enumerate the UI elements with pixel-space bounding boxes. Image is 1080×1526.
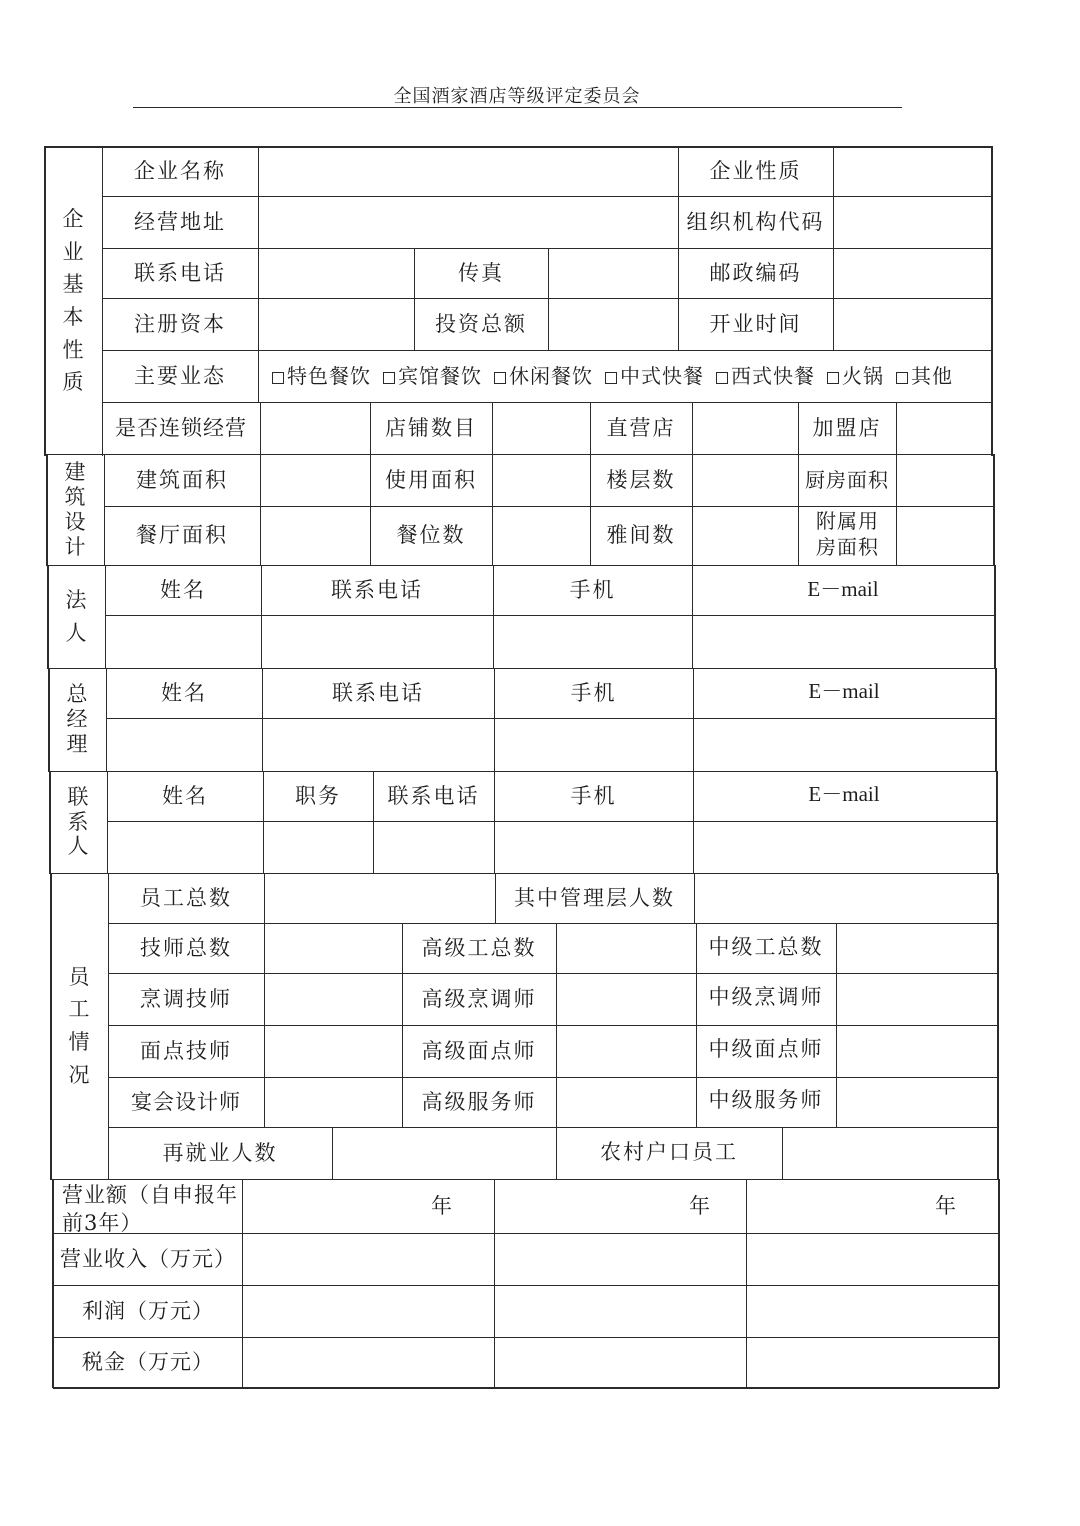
grid-line	[998, 1179, 1000, 1388]
section-label-char: 筑	[64, 485, 86, 510]
rural-staff-field[interactable]	[782, 1127, 997, 1179]
format-option-label: 西式快餐	[731, 364, 815, 388]
section-label-char: 系	[67, 809, 89, 834]
label-rural-staff: 农村户口员工	[600, 1139, 738, 1164]
contact-header-mobile: 手机	[570, 783, 617, 808]
label-revenue: 营业收入（万元）	[60, 1246, 236, 1271]
label-private-rooms: 雅间数	[606, 522, 676, 547]
section-label-char: 质	[62, 370, 84, 395]
label-store-count: 店铺数目	[385, 415, 477, 440]
company-name-field[interactable]	[258, 146, 678, 196]
label-senior-workers: 高级工总数	[421, 935, 537, 960]
format-option-label: 宾馆餐饮	[398, 364, 482, 388]
address-field[interactable]	[258, 196, 678, 248]
contact-header-position: 职务	[295, 783, 341, 808]
label-cooking-tech: 烹调技师	[140, 986, 232, 1011]
section-label-char: 法	[65, 587, 87, 612]
label-kitchen-area: 厨房面积	[805, 468, 889, 492]
turnover-year-3[interactable]	[746, 1179, 998, 1233]
label-reemployed: 再就业人数	[162, 1140, 278, 1165]
profit-year-1-field[interactable]	[242, 1285, 494, 1337]
label-floors: 楼层数	[606, 467, 676, 492]
format-option[interactable]	[827, 366, 884, 386]
format-option-label: 特色餐饮	[287, 364, 371, 388]
year-label-3: 年	[935, 1193, 958, 1218]
label-senior-pastry: 高级面点师	[421, 1038, 537, 1063]
store-count-field[interactable]	[492, 402, 590, 454]
contact-name-field[interactable]	[107, 821, 263, 873]
format-option[interactable]	[383, 366, 482, 386]
tax-year-2-field[interactable]	[494, 1337, 746, 1387]
franchise-store-field[interactable]	[896, 402, 992, 454]
label-reg-capital: 注册资本	[134, 311, 226, 336]
checkbox-icon[interactable]	[827, 372, 839, 384]
turnover-year-2[interactable]	[494, 1179, 746, 1233]
format-option-label: 其他	[911, 364, 953, 388]
section-label-char: 经	[66, 707, 88, 732]
technicians-field[interactable]	[264, 923, 402, 973]
mid-service-field[interactable]	[836, 1077, 996, 1127]
aux-area-field[interactable]	[896, 506, 993, 564]
gm-phone-field[interactable]	[262, 718, 494, 770]
managers-field[interactable]	[694, 873, 996, 923]
format-option[interactable]	[896, 366, 953, 386]
legal-header-mobile: 手机	[569, 577, 616, 602]
label-company-type: 企业性质	[709, 158, 802, 183]
senior-pastry-field[interactable]	[556, 1025, 696, 1077]
revenue-year-2-field[interactable]	[494, 1233, 746, 1285]
section-label-char: 业	[62, 239, 84, 264]
label-seats: 餐位数	[396, 522, 466, 547]
section-label-char: 联	[67, 784, 89, 809]
format-option[interactable]	[716, 366, 815, 386]
section-label-char: 人	[67, 834, 89, 859]
section-label-basic	[44, 148, 102, 454]
checkbox-icon[interactable]	[896, 372, 908, 384]
label-building-area: 建筑面积	[136, 467, 228, 492]
section-label-char: 建	[64, 460, 86, 485]
label-main-format: 主要业态	[134, 363, 226, 388]
seats-field[interactable]	[492, 506, 590, 564]
label-tax: 税金（万元）	[82, 1349, 214, 1374]
label-dining-area: 餐厅面积	[136, 522, 228, 547]
grid-line	[993, 454, 995, 565]
open-time-field[interactable]	[833, 298, 991, 350]
profit-year-2-field[interactable]	[494, 1285, 746, 1337]
checkbox-icon[interactable]	[272, 372, 284, 384]
cooking-tech-field[interactable]	[264, 973, 402, 1025]
contact-position-field[interactable]	[263, 821, 373, 873]
section-label-char: 总	[66, 682, 88, 707]
checkbox-icon[interactable]	[494, 372, 506, 384]
grid-line	[995, 668, 997, 772]
gm-name-field[interactable]	[106, 718, 262, 770]
label-mid-workers: 中级工总数	[708, 934, 824, 959]
label-mid-service: 中级服务师	[708, 1087, 824, 1112]
legal-mobile-field[interactable]	[493, 615, 692, 667]
contact-mobile-field[interactable]	[494, 821, 693, 873]
label-pastry-tech: 面点技师	[140, 1038, 232, 1063]
checkbox-icon[interactable]	[605, 372, 617, 384]
pastry-tech-field[interactable]	[264, 1025, 402, 1077]
gm-header-mobile: 手机	[570, 680, 617, 705]
phone-field[interactable]	[258, 248, 414, 298]
label-usable-area: 使用面积	[385, 467, 477, 492]
building-area-field[interactable]	[260, 454, 370, 506]
mid-workers-field[interactable]	[836, 923, 996, 973]
label-profit: 利润（万元）	[82, 1298, 214, 1323]
grid-line	[53, 1387, 999, 1389]
kitchen-area-field[interactable]	[896, 454, 993, 506]
contact-phone-field[interactable]	[373, 821, 494, 873]
section-label-char: 设	[64, 510, 86, 534]
company-type-field[interactable]	[833, 146, 991, 196]
label-technicians: 技师总数	[140, 935, 232, 960]
grid-line	[996, 771, 998, 874]
section-label-contact	[49, 771, 107, 873]
page-title: 全国酒家酒店等级评定委员会	[393, 86, 641, 107]
mid-pastry-field[interactable]	[836, 1025, 996, 1077]
format-option[interactable]	[272, 366, 371, 386]
section-label-char: 况	[68, 1062, 90, 1087]
revenue-year-3-field[interactable]	[746, 1233, 998, 1285]
senior-cook-field[interactable]	[556, 973, 696, 1025]
staff-total-field[interactable]	[264, 873, 495, 923]
label-mid-cook: 中级烹调师	[708, 984, 824, 1009]
checkbox-icon[interactable]	[383, 372, 395, 384]
dining-area-field[interactable]	[260, 506, 370, 564]
label-turnover: 营业额（自申报年 前3年）	[62, 1183, 238, 1235]
label-phone: 联系电话	[134, 260, 226, 285]
postcode-field[interactable]	[833, 248, 991, 298]
label-chain: 是否连锁经营	[115, 415, 247, 440]
label-senior-cook: 高级烹调师	[421, 986, 537, 1011]
format-option-label: 中式快餐	[620, 364, 704, 388]
format-option[interactable]	[494, 366, 593, 386]
usable-area-field[interactable]	[492, 454, 590, 506]
section-label-char: 性	[62, 337, 84, 362]
section-label-char: 理	[66, 731, 88, 756]
section-label-char: 情	[68, 1030, 90, 1054]
floors-field[interactable]	[692, 454, 798, 506]
section-label-staff	[50, 873, 108, 1179]
gm-header-phone: 联系电话	[332, 680, 424, 705]
label-company-name: 企业名称	[134, 158, 226, 183]
label-fax: 传真	[458, 260, 504, 285]
legal-header-email: E－mail	[807, 576, 879, 601]
legal-phone-field[interactable]	[261, 615, 493, 667]
total-investment-field[interactable]	[548, 298, 678, 350]
org-code-field[interactable]	[833, 196, 991, 248]
contact-header-name: 姓名	[162, 783, 208, 808]
section-label-char: 计	[64, 534, 86, 559]
direct-store-field[interactable]	[692, 402, 798, 454]
format-option[interactable]	[605, 366, 704, 386]
profit-year-3-field[interactable]	[746, 1285, 998, 1337]
senior-workers-field[interactable]	[556, 923, 696, 973]
chain-field[interactable]	[260, 402, 370, 454]
label-open-time: 开业时间	[709, 311, 802, 336]
label-org-code: 组织机构代码	[686, 209, 825, 234]
contact-header-phone: 联系电话	[387, 783, 480, 808]
label-mid-pastry: 中级面点师	[708, 1036, 824, 1061]
label-franchise-store: 加盟店	[812, 415, 882, 440]
turnover-year-1[interactable]	[242, 1179, 494, 1233]
revenue-year-1-field[interactable]	[242, 1233, 494, 1285]
contact-email-field[interactable]	[693, 821, 995, 873]
grid-line	[994, 565, 996, 669]
label-staff-total: 员工总数	[140, 885, 232, 910]
fax-field[interactable]	[548, 248, 678, 298]
label-total-investment: 投资总额	[435, 311, 527, 336]
section-label-legal	[47, 565, 105, 668]
checkbox-icon[interactable]	[716, 372, 728, 384]
label-managers: 其中管理层人数	[514, 885, 675, 910]
legal-header-name: 姓名	[160, 577, 206, 602]
senior-service-field[interactable]	[556, 1077, 696, 1127]
gm-email-field[interactable]	[693, 718, 995, 770]
label-direct-store: 直营店	[606, 415, 676, 440]
private-rooms-field[interactable]	[692, 506, 798, 564]
main-format-options	[272, 350, 990, 402]
mid-cook-field[interactable]	[836, 973, 996, 1025]
banquet-designer-field[interactable]	[264, 1077, 402, 1127]
section-label-char: 基	[62, 272, 84, 297]
section-label-building	[46, 455, 104, 565]
gm-mobile-field[interactable]	[494, 718, 693, 770]
label-banquet-designer: 宴会设计师	[131, 1089, 241, 1114]
section-label-char: 工	[68, 997, 90, 1022]
label-address: 经营地址	[134, 209, 226, 234]
format-option-label: 休闲餐饮	[509, 364, 593, 388]
legal-name-field[interactable]	[105, 615, 261, 667]
section-label-char: 本	[62, 305, 84, 329]
section-label-char: 人	[65, 620, 87, 645]
label-postcode: 邮政编码	[709, 260, 802, 285]
legal-header-phone: 联系电话	[331, 577, 423, 602]
format-option-label: 火锅	[842, 364, 884, 388]
tax-year-1-field[interactable]	[242, 1337, 494, 1387]
section-label-char: 企	[62, 207, 84, 232]
gm-header-name: 姓名	[161, 680, 207, 705]
section-label-gm	[48, 668, 106, 771]
label-senior-service: 高级服务师	[421, 1089, 537, 1114]
reemployed-field[interactable]	[332, 1127, 556, 1179]
tax-year-3-field[interactable]	[746, 1337, 998, 1387]
section-label-char: 员	[68, 964, 90, 989]
year-label-1: 年	[431, 1193, 454, 1218]
year-label-2: 年	[689, 1193, 712, 1218]
label-aux-area: 附属用 房面积	[816, 509, 879, 559]
gm-header-email: E－mail	[808, 678, 880, 703]
legal-email-field[interactable]	[692, 615, 994, 667]
reg-capital-field[interactable]	[258, 298, 414, 350]
contact-header-email: E－mail	[808, 781, 880, 806]
grid-line	[997, 873, 999, 1180]
